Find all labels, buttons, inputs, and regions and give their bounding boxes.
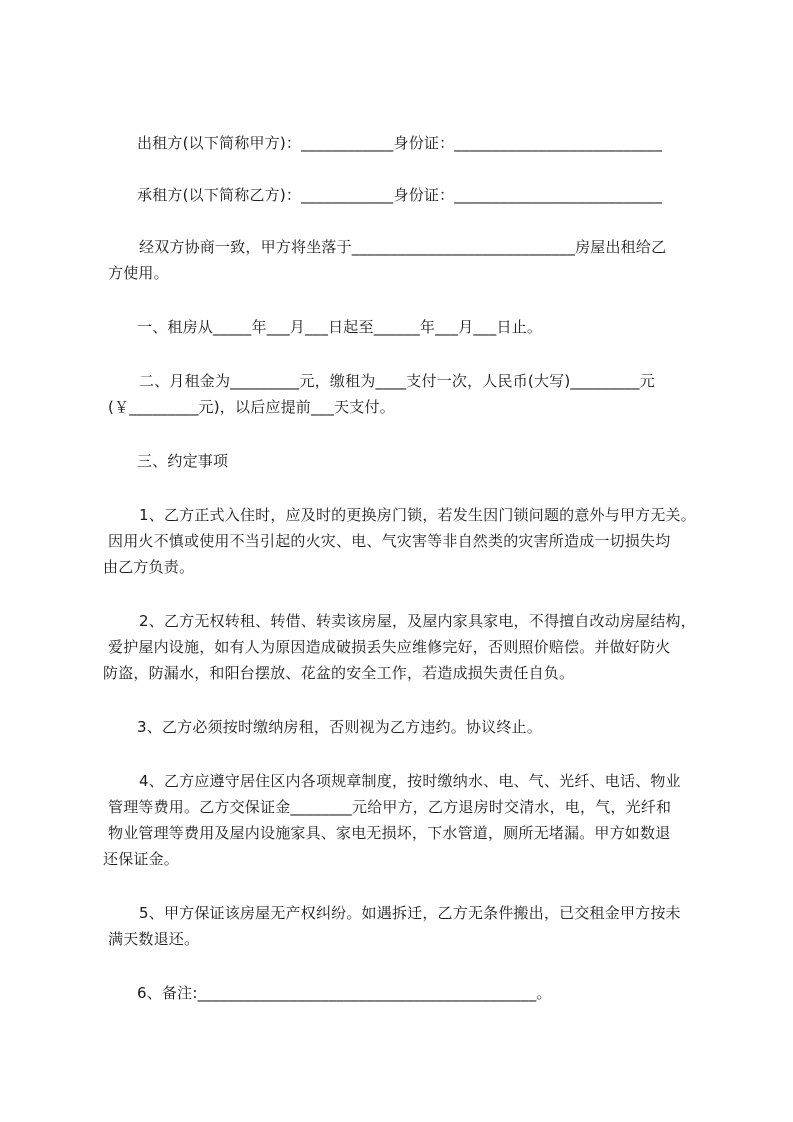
item-2-line-2: 爱护屋内设施，如有人为原因造成破损丢失应维修完好，否则照价赔偿。并做好防火	[108, 638, 671, 656]
item-1-line-3: 由乙方负责。	[103, 558, 195, 576]
intro-line-1: 经双方协商一致，甲方将坐落于_____________________________房屋出租给乙	[139, 238, 667, 256]
item-2-line-3: 防盗，防漏水，和阳台摆放、花盆的安全工作，若造成损失责任自负。	[103, 664, 575, 682]
item-3: 3、乙方必须按时缴纳房租，否则视为乙方违约。协议终止。	[137, 718, 542, 736]
item-2-line-1: 2、乙方无权转租、转借、转卖该房屋，及屋内家具家电，不得擅自改动房屋结构，	[139, 612, 696, 630]
item-5-line-2: 满天数退还。	[108, 930, 200, 948]
lessee-line: 承租方(以下简称乙方)：____________身份证：___________________________	[137, 186, 663, 204]
item-4-line-1: 4、乙方应遵守居住区内各项规章制度，按时缴纳水、电、气、光纤、电话、物业	[139, 772, 681, 790]
clause-2-line-1: 二、月租金为_________元，缴租为____支付一次，人民币(大写)_________元	[139, 372, 655, 390]
lessor-line: 出租方(以下简称甲方)：____________身份证：___________________________	[137, 134, 663, 152]
item-1-line-2: 因用火不慎或使用不当引起的火灾、电、气灾害等非自然类的灾害所造成一切损失均	[108, 532, 671, 550]
item-4-line-2: 管理等费用。乙方交保证金________元给甲方，乙方退房时交清水，电，气，光纤和	[108, 798, 672, 816]
clause-1: 一、租房从_____年___月___日起至______年___月___日止。	[137, 318, 543, 336]
item-5-line-1: 5、甲方保证该房屋无产权纠纷。如遇拆迁，乙方无条件搬出，已交租金甲方按未	[139, 904, 681, 922]
item-6: 6、备注:____________________________________________。	[137, 984, 552, 1002]
item-4-line-4: 还保证金。	[103, 850, 180, 868]
item-1-line-1: 1、乙方正式入住时，应及时的更换房门锁，若发生因门锁问题的意外与甲方无关。	[139, 506, 696, 524]
item-4-line-3: 物业管理等费用及屋内设施家具、家电无损坏，下水管道，厕所无堵漏。甲方如数退	[108, 824, 671, 842]
clause-3-title: 三、约定事项	[137, 452, 229, 470]
clause-2-line-2: (￥_________元)，以后应提前___天支付。	[108, 398, 395, 416]
intro-line-2: 方使用。	[108, 264, 169, 282]
